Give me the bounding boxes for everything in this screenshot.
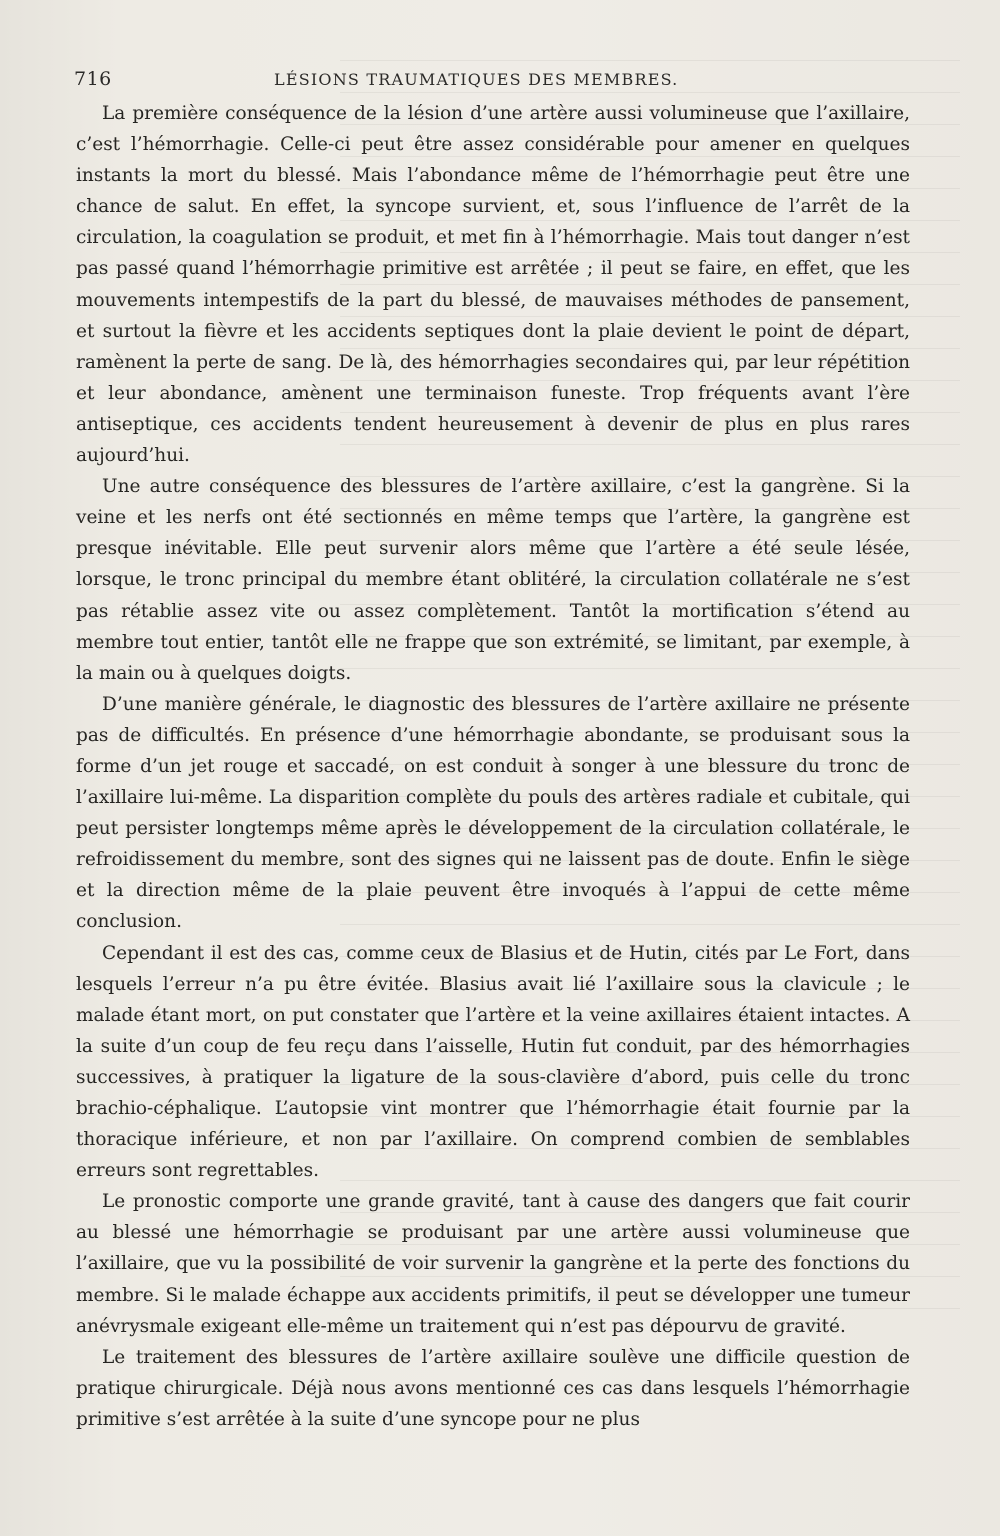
paragraph-hemorrhage: La première conséquence de la lésion d’une artère aussi volumineuse que l’axillaire, c’est l’hémorrhagie. Celle-ci peut être assez considérable pour amener en quelques instants la mort du blessé. Mais l’abondance même de l’hémorrhagie peut être une chance de salut. En effet, la syncope survient, et, sous l’influence de l’arrêt de la circulation, la coagulation se produit, et met fin à l’hémorrhagie. Mais tout danger n’est pas passé quand l’hémorrhagie primitive est arrêtée ; il peut se faire, en effet, que les mouvements intempestifs de la part du blessé, de mauvaises méthodes de pansement, et surtout la fièvre et les accidents septiques dont la plaie devient le point de départ, ramènent la perte de sang. De là, des hémorrhagies secondaires qui, par leur répétition et leur abondance, amènent une terminaison funeste. Trop fréquents avant l’ère antiseptique, ces accidents tendent heureusement à devenir de plus en plus rares aujourd’hui. [76, 103, 910, 467]
paragraph-prognosis: Le pronostic comporte une grande gravité, tant à cause des dangers que fait courir au blessé une hémorrhagie se produisant par une artère aussi volumineuse que l’axillaire, que vu la possibilité de voir survenir la gangrène et la perte des fonctions du membre. Si le malade échappe aux accidents primitifs, il peut se développer une tumeur anévrysmale exigeant elle-même un traitement qui n’est pas dépourvu de gravité. [76, 1191, 910, 1337]
paragraph-errors: Cependant il est des cas, comme ceux de Blasius et de Hutin, cités par Le Fort, dans lesquels l’erreur n’a pu être évitée. Blasius avait lié l’axillaire sous la clavicule ; le malade étant mort, on put constater que l’artère et la veine axillaires étaient intactes. A la suite d’un coup de feu reçu dans l’aisselle, Hutin fut conduit, par des hémorrhagies successives, à pratiquer la ligature de la sous-clavière d’abord, puis celle du tronc brachio-céphalique. L’autopsie vint montrer que l’hémorrhagie était fournie par la thoracique inférieure, et non par l’axillaire. On comprend combien de semblables erreurs sont regrettables. [76, 942, 910, 1182]
paragraph-treatment: Le traitement des blessures de l’artère axillaire soulève une difficile question de pratique chirurgicale. Déjà nous avons mentionné ces cas dans lesquels l’hémorrhagie primitive s’est arrêtée à la suite d’une syncope pour ne plus [76, 1346, 910, 1430]
page-header [74, 62, 912, 92]
body-text [76, 98, 910, 1435]
paragraph-diagnosis: D’une manière générale, le diagnostic des blessures de l’artère axillaire ne présente pas de difficultés. En présence d’une hémorrhagie abondante, se produisant sous la forme d’un jet rouge et saccadé, on est conduit à songer à une blessure du tronc de l’axillaire lui-même. La disparition complète du pouls des artères radiale et cubitale, qui peut persister longtemps même après le développement de la circulation collatérale, le refroidissement du membre, sont des signes qui ne laissent pas de doute. Enfin le siège et la direction même de la plaie peuvent être invoqués à l’appui de cette même conclusion. [76, 693, 910, 933]
running-head: LÉSIONS TRAUMATIQUES DES MEMBRES. [274, 70, 679, 89]
paragraph-gangrene: Une autre conséquence des blessures de l’artère axillaire, c’est la gangrène. Si la veine et les nerfs ont été sectionnés en même temps que l’artère, la gangrène est presque inévitable. Elle peut survenir alors même que l’artère a été seule lésée, lorsque, le tronc principal du membre étant oblitéré, la circulation collatérale ne s’est pas rétablie assez vite ou assez complètement. Tantôt la mortification s’étend au membre tout entier, tantôt elle ne frappe que son extrémité, se limitant, par exemple, à la main ou à quelques doigts. [76, 476, 910, 684]
page-number: 716 [74, 68, 112, 90]
